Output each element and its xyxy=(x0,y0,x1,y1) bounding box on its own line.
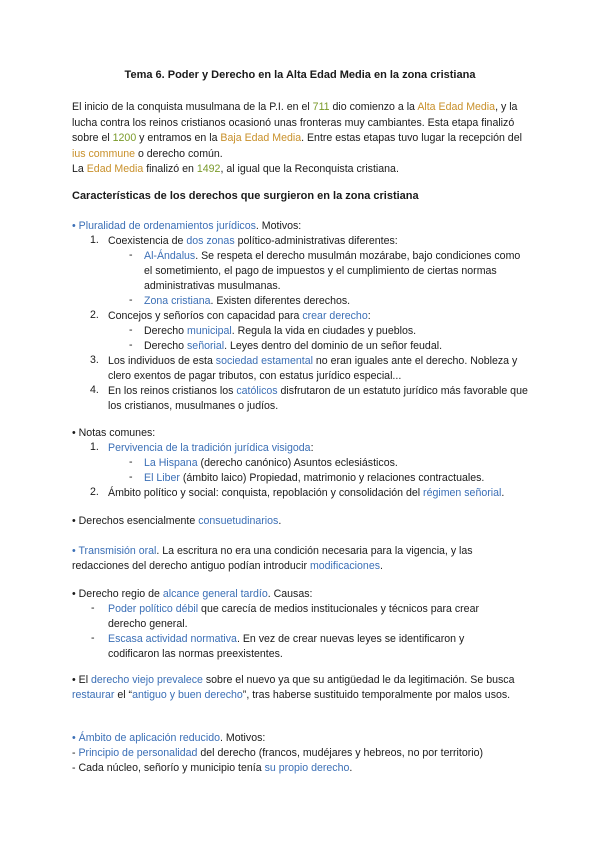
highlighted-term: su propio derecho xyxy=(264,762,350,774)
text-run: . Se respeta el derecho musulmán mozárabe, bajo condiciones como el sometimiento, el pago de impuestos y el cumplimiento de ciertas normas administrativas musulmanas. xyxy=(144,250,521,292)
text-run: Ámbito político y social: conquista, repoblación y consolidación del xyxy=(108,487,424,499)
list-dash: - xyxy=(91,602,95,614)
highlighted-term: 711 xyxy=(312,101,330,113)
text-run: . Leyes dentro del dominio de un señor feudal. xyxy=(224,340,443,352)
list-number: 2. xyxy=(90,486,99,498)
text-run: disfrutaron de un estatuto jurídico más favorable que los cristianos, musulmanes o judíos. xyxy=(108,385,528,412)
text-run: . Causas: xyxy=(267,588,313,600)
text-run: Derecho xyxy=(144,340,187,352)
pluralidad-item-1 xyxy=(108,234,398,249)
regio-subitem-poder xyxy=(108,602,498,632)
list-number: 1. xyxy=(90,234,99,246)
section-title: Características de los derechos que surgieron en la zona cristiana xyxy=(72,190,419,202)
pluralidad-item-4 xyxy=(108,384,538,414)
text-run: : xyxy=(367,310,371,322)
highlighted-term: 1200 xyxy=(112,132,137,144)
highlighted-term: sociedad estamental xyxy=(215,355,313,367)
highlighted-term: Ámbito de aplicación reducido xyxy=(78,732,220,744)
text-run: . Motivos: xyxy=(255,220,302,232)
highlighted-term: Edad Media xyxy=(86,163,144,175)
highlighted-term: antiguo y buen derecho xyxy=(132,689,243,701)
highlighted-term: modificaciones xyxy=(309,560,381,572)
notas-item-2 xyxy=(108,486,504,501)
document-title: Tema 6. Poder y Derecho en la Alta Edad Media en la zona cristiana xyxy=(124,69,476,81)
text-run: . xyxy=(278,515,282,527)
notas-subitem-liber xyxy=(144,471,484,486)
list-number: 2. xyxy=(90,309,99,321)
text-run: . Motivos: xyxy=(220,732,266,744)
highlighted-term: Principio de personalidad xyxy=(78,747,198,759)
text-run: • Derechos esencialmente xyxy=(72,515,199,527)
text-run: - xyxy=(72,747,79,759)
ambito-heading xyxy=(72,731,265,746)
highlighted-term: Pervivencia de la tradición jurídica visigoda xyxy=(108,442,311,454)
list-dash: - xyxy=(91,632,95,644)
text-run: dio comienzo a la xyxy=(329,101,418,113)
list-dash: - xyxy=(129,471,133,483)
highlighted-term: Escasa actividad normativa xyxy=(108,633,237,645)
text-run: y entramos en la xyxy=(136,132,221,144)
highlighted-term: • xyxy=(72,545,79,557)
text-run: Derecho xyxy=(144,325,187,337)
text-run: político-administrativas diferentes: xyxy=(234,235,398,247)
intro-paragraph xyxy=(72,100,532,162)
highlighted-term: Alta Edad Media xyxy=(417,101,496,113)
text-run: del derecho (francos, mudéjares y hebreos, no por territorio) xyxy=(197,747,484,759)
regio-subitem-escasa xyxy=(108,632,508,662)
text-run: . xyxy=(501,487,505,499)
text-run: o derecho común. xyxy=(135,147,223,160)
text-run: . La escritura no era una condición necesaria para la vigencia, y las redacciones del derecho antiguo podían introducir xyxy=(72,545,473,572)
text-run: En los reinos cristianos los xyxy=(108,385,237,397)
pluralidad-subitem-al-andalus xyxy=(144,249,524,294)
highlighted-term: restaurar xyxy=(72,689,115,701)
notas-subitem-hispana xyxy=(144,456,398,471)
highlighted-term: Al-Ándalus xyxy=(144,250,196,262)
text-run: . xyxy=(349,762,353,774)
text-run: • Notas comunes: xyxy=(72,427,156,439)
highlighted-term: católicos xyxy=(236,385,278,397)
text-run: : xyxy=(310,442,314,454)
highlighted-term: crear derecho xyxy=(302,310,368,322)
text-run: , y la lucha contra los reinos cristianos ocasionó unas fronteras muy cambiantes. Esta etapa finalizó sobre el xyxy=(72,101,518,144)
text-run: ”, tras haberse sustituido temporalmente por malos usos. xyxy=(242,689,511,701)
highlighted-term: señorial xyxy=(187,340,225,352)
text-run: el “ xyxy=(114,689,133,701)
pluralidad-subitem-senorial xyxy=(144,339,442,354)
text-run: . Regula la vida en ciudades y pueblos. xyxy=(231,325,417,337)
list-dash: - xyxy=(129,339,133,351)
list-number: 4. xyxy=(90,384,99,396)
text-run: El inicio de la conquista musulmana de la P.I. en el xyxy=(72,101,313,113)
highlighted-term: • xyxy=(72,732,79,744)
highlighted-term: El Liber xyxy=(144,472,180,484)
list-number: 1. xyxy=(90,441,99,453)
pluralidad-item-3 xyxy=(108,354,528,384)
highlighted-term: alcance general tardío xyxy=(162,588,268,600)
pluralidad-item-2 xyxy=(108,309,371,324)
highlighted-term: ius commune xyxy=(72,147,135,160)
text-run: Concejos y señoríos con capacidad para xyxy=(108,310,303,322)
text-run: . Entre estas etapas tuvo lugar la recepción del xyxy=(301,132,522,144)
pluralidad-heading xyxy=(72,219,301,234)
highlighted-term: régimen señorial xyxy=(423,487,502,499)
text-run: • Derecho regio de xyxy=(72,588,163,600)
highlighted-term: Zona cristiana xyxy=(144,295,211,307)
text-run: Coexistencia de xyxy=(108,235,187,247)
pluralidad-subitem-municipal xyxy=(144,324,416,339)
highlighted-term: Baja Edad Media xyxy=(220,132,302,144)
transmision-paragraph xyxy=(72,544,532,574)
highlighted-term: consuetudinarios xyxy=(198,515,279,527)
text-run: . Existen diferentes derechos. xyxy=(210,295,351,307)
bullet: • xyxy=(72,220,79,232)
highlighted-term: Pluralidad de ordenamientos jurídicos xyxy=(78,220,256,232)
text-run: no eran iguales ante el derecho. Nobleza y clero exentos de pagar tributos, con estatus jurídico especial... xyxy=(108,355,518,382)
list-dash: - xyxy=(129,294,133,306)
list-dash: - xyxy=(129,324,133,336)
text-run: • El xyxy=(72,674,92,686)
notas-heading xyxy=(72,426,155,441)
text-run: (ámbito laico) Propiedad, matrimonio y relaciones contractuales. xyxy=(179,472,485,484)
highlighted-term: derecho viejo prevalece xyxy=(91,674,203,686)
highlighted-term: municipal xyxy=(187,325,232,337)
text-run: - Cada núcleo, señorío y municipio tenía xyxy=(72,762,265,774)
regio-heading xyxy=(72,587,312,602)
intro-paragraph-end xyxy=(72,162,532,178)
text-run: . En vez de crear nuevas leyes se identificaron y codificaron las normas preexistentes. xyxy=(108,633,465,660)
highlighted-term: Poder político débil xyxy=(108,603,199,615)
highlighted-term: dos zonas xyxy=(186,235,235,247)
text-run: (derecho canónico) Asuntos eclesiásticos. xyxy=(197,457,398,469)
notas-item-1 xyxy=(108,441,314,456)
derecho-viejo-paragraph xyxy=(72,673,532,703)
text-run: sobre el nuevo ya que su antigüedad le da legitimación. Se busca xyxy=(202,674,515,686)
pluralidad-subitem-zona-cristiana xyxy=(144,294,350,309)
list-number: 3. xyxy=(90,354,99,366)
highlighted-term: La Hispana xyxy=(144,457,198,469)
text-run: , al igual que la Reconquista cristiana. xyxy=(220,163,399,175)
highlighted-term: Transmisión oral xyxy=(78,545,157,557)
text-run: que carecía de medios institucionales y técnicos para crear derecho general. xyxy=(108,603,479,630)
list-dash: - xyxy=(129,456,133,468)
list-dash: - xyxy=(129,249,133,261)
text-run: . xyxy=(380,560,383,572)
ambito-line-1 xyxy=(72,746,483,761)
text-run: La xyxy=(72,163,87,175)
text-run: finalizó en xyxy=(143,163,197,175)
highlighted-term: 1492 xyxy=(196,163,221,175)
text-run: Los individuos de esta xyxy=(108,355,216,367)
consuetudinarios-paragraph xyxy=(72,514,281,529)
ambito-line-2 xyxy=(72,761,352,776)
